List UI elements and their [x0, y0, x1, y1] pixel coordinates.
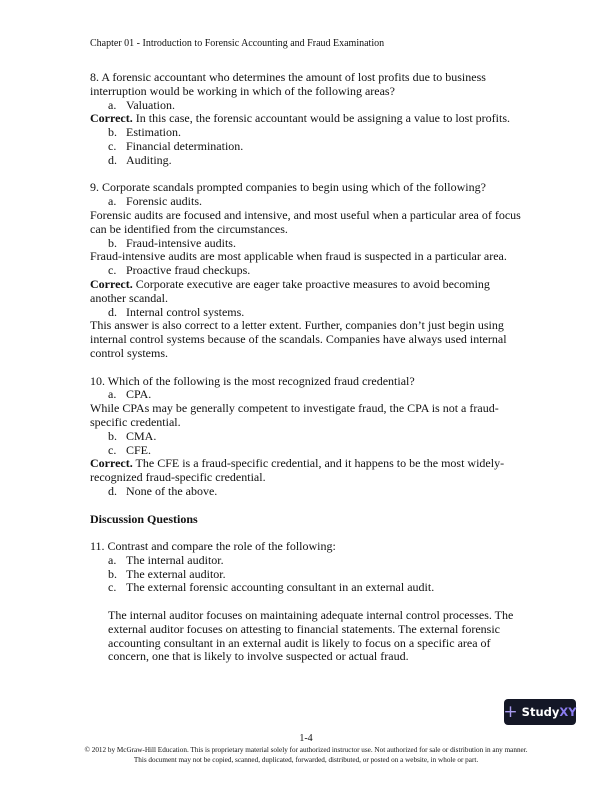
- option-letter: c.: [108, 580, 117, 595]
- feedback: While CPAs may be generally competent to investigate fraud, the CPA is not a fraud-specific credential.: [90, 401, 499, 429]
- question-text: 11. Contrast and compare the role of the following:: [90, 539, 336, 554]
- correct-label: Correct.: [90, 111, 133, 126]
- discussion-heading: Discussion Questions: [90, 511, 198, 526]
- option-text: CMA.: [126, 428, 157, 443]
- option-b: [90, 237, 526, 251]
- option-letter: b.: [108, 428, 117, 443]
- option-text: The internal auditor.: [126, 552, 224, 567]
- page-number: 1-4: [299, 733, 313, 744]
- option-letter: c.: [108, 263, 117, 278]
- question-8: [90, 71, 526, 168]
- option-b: [90, 430, 526, 444]
- option-text: Auditing.: [126, 152, 172, 167]
- feedback-text: Corporate executive are eager take proactive measures to avoid becoming another scandal.: [90, 276, 490, 305]
- option-text: Fraud-intensive audits.: [126, 235, 236, 250]
- option-a: [90, 99, 526, 113]
- option-a: [90, 388, 526, 402]
- option-letter: b.: [108, 235, 117, 250]
- option-letter: b.: [108, 125, 117, 140]
- correct-label: Correct.: [90, 456, 133, 471]
- option-letter: a.: [108, 97, 117, 112]
- question-text: 9. Corporate scandals prompted companies to begin using which of the following?: [90, 180, 486, 195]
- question-text: 8. A forensic accountant who determines the amount of lost profits due to business interruption would be working in which of the following areas?: [90, 70, 486, 98]
- option-b: [90, 568, 526, 582]
- option-text: CPA.: [126, 387, 152, 402]
- feedback: Fraud-intensive audits are most applicable when fraud is suspected in a particular area.: [90, 249, 507, 264]
- option-d: [90, 306, 526, 320]
- option-text: None of the above.: [126, 483, 218, 498]
- correct-label: Correct.: [90, 276, 133, 291]
- feedback-text: In this case, the forensic accountant would be assigning a value to lost profits.: [132, 111, 510, 126]
- question-text: 10. Which of the following is the most recognized fraud credential?: [90, 373, 415, 388]
- option-letter: c.: [108, 442, 117, 457]
- question-11: [90, 540, 526, 595]
- plus-icon: +: [503, 701, 518, 722]
- option-letter: d.: [108, 304, 117, 319]
- option-letter: a.: [108, 194, 117, 209]
- running-header: Chapter 01 - Introduction to Forensic Accounting and Fraud Examination: [90, 38, 385, 49]
- logo-text-suffix: XY: [559, 705, 577, 719]
- feedback: [90, 278, 526, 306]
- studyxy-logo[interactable]: [504, 699, 576, 725]
- feedback: This answer is also correct to a letter extent. Further, companies don’t just begin using internal control systems because of the scandals. Companies have always used internal control systems.: [90, 318, 507, 360]
- option-c: [90, 264, 526, 278]
- option-text: Internal control systems.: [126, 304, 245, 319]
- option-text: The external auditor.: [126, 566, 226, 581]
- feedback: Forensic audits are focused and intensive, and most useful when a particular area of focus can be identified from the circumstances.: [90, 207, 521, 236]
- option-text: Valuation.: [126, 97, 175, 112]
- option-c: [90, 581, 526, 595]
- option-b: [90, 126, 526, 140]
- page-body: [90, 71, 526, 678]
- question-10: [90, 375, 526, 499]
- option-a: [90, 195, 526, 209]
- question-9: [90, 181, 526, 360]
- option-text: The external forensic accounting consultant in an external audit.: [126, 580, 435, 595]
- feedback: [90, 457, 526, 485]
- logo-text-prefix: Study: [521, 705, 560, 719]
- option-c: [90, 140, 526, 154]
- option-d: [90, 485, 526, 499]
- option-letter: c.: [108, 138, 117, 153]
- option-text: Financial determination.: [126, 138, 244, 153]
- option-letter: b.: [108, 566, 117, 581]
- option-c: [90, 444, 526, 458]
- option-letter: a.: [108, 552, 117, 567]
- section-heading: [90, 513, 526, 527]
- answer-paragraph: The internal auditor focuses on maintaining adequate internal control processes. The external auditor focuses on attesting to financial statements. The external forensic accounting consultant in an external audit is likely to focus on a specific area of concern, one that is likely to involve suspected or actual fraud.: [108, 608, 514, 664]
- option-text: Forensic audits.: [126, 194, 202, 209]
- feedback: [90, 112, 526, 126]
- option-text: Estimation.: [126, 125, 181, 140]
- option-a: [90, 554, 526, 568]
- option-d: [90, 154, 526, 168]
- option-letter: a.: [108, 387, 117, 402]
- copyright-notice: © 2012 by McGraw-Hill Education. This is proprietary material solely for authorized instructor use. Not authorized for sale or distribution in any manner. This document may not be copied, scanned, duplicated, forwarded, distributed, or posted on a website, in whole or part.: [84, 746, 528, 764]
- option-text: CFE.: [126, 442, 152, 457]
- feedback-text: The CFE is a fraud-specific credential, and it happens to be the most widely-recognized fraud-specific credential.: [90, 456, 505, 485]
- option-letter: d.: [108, 483, 117, 498]
- option-letter: d.: [108, 152, 117, 167]
- option-text: Proactive fraud checkups.: [126, 263, 251, 278]
